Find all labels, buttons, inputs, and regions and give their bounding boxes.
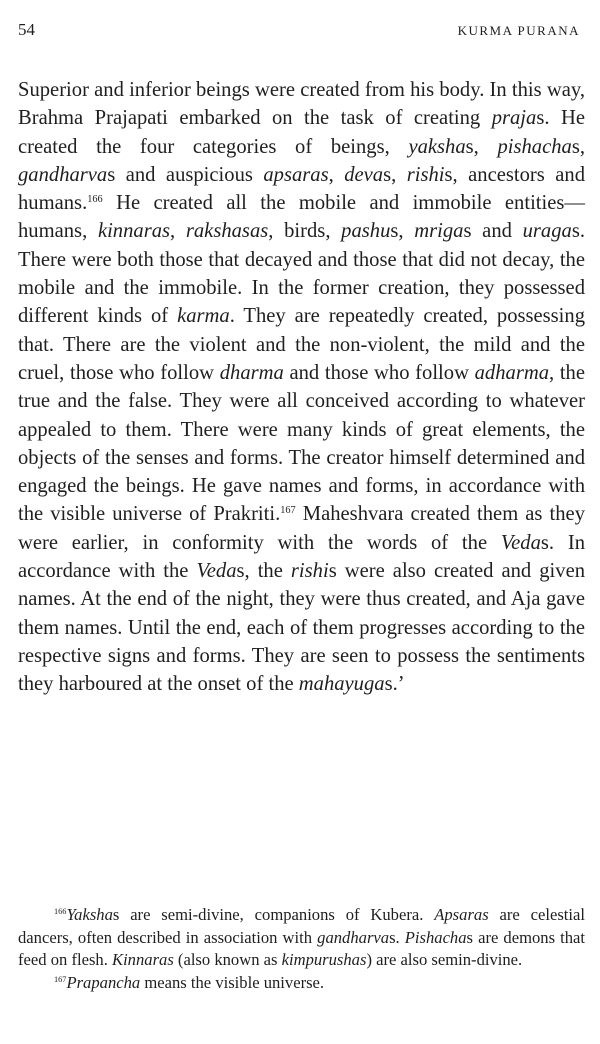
- text-run: s.: [389, 927, 405, 947]
- italic-term: adharma: [474, 361, 549, 384]
- text-run: Maheshvara created them as they were earlier, in conformity with the words of the: [18, 503, 585, 554]
- italic-term: Yaksha: [66, 905, 113, 924]
- text-run: Superior and inferior beings were created from his body. In this way, Brahma Prajapati embarked on the task of creating: [18, 79, 585, 130]
- text-run: s and auspicious: [107, 163, 264, 186]
- text-run: s are demons that feed on flesh.: [18, 927, 586, 969]
- italic-term: Kinnaras: [112, 950, 174, 969]
- text-run: s, the: [236, 560, 291, 583]
- italic-term: yaksha: [408, 135, 466, 158]
- text-run: s, ancestors and humans.: [18, 163, 585, 215]
- italic-term: Pishacha: [404, 927, 467, 947]
- page-number: 54: [18, 20, 35, 39]
- text-run: s,: [383, 163, 407, 186]
- italic-term: deva: [344, 163, 384, 186]
- text-run: s.’: [384, 673, 405, 696]
- text-run: s. He created the four categories of beings,: [18, 107, 585, 158]
- italic-term: pishacha: [497, 135, 572, 158]
- italic-term: Veda: [196, 560, 237, 583]
- italic-term: kimpurushas: [281, 950, 367, 969]
- text-run: s were also created and given names. At the end of the night, they were thus created, and Aja gave them names. Until the end, each of them progresses according to the respective signs and forms. They are seen to possess the sentiments they harboured at the onset of the: [18, 560, 586, 696]
- italic-term: rishi: [290, 560, 329, 583]
- text-run: (also known as: [173, 950, 282, 969]
- page-header: [18, 20, 580, 40]
- footnote: [18, 904, 585, 972]
- text-run: ,: [328, 163, 345, 186]
- text-run: . They are repeatedly created, possessing that. There are the violent and the non-violent, the mild and the cruel, those who follow: [18, 305, 585, 384]
- text-run: are celestial dancers, often described in association with: [18, 905, 585, 947]
- footnote: [18, 972, 585, 995]
- italic-term: Veda: [500, 531, 541, 554]
- italic-term: rakshasas: [185, 220, 269, 243]
- text-run: means the visible universe.: [140, 972, 325, 992]
- text-run: s are semi-divine, companions of Kubera.: [112, 905, 435, 924]
- text-run: s. In accordance with the: [18, 531, 586, 583]
- footnote-marker: 167: [280, 505, 296, 517]
- italic-term: mahayuga: [298, 673, 385, 696]
- text-run: s and: [463, 220, 523, 243]
- footnotes: [18, 904, 585, 994]
- italic-term: mriga: [414, 220, 464, 243]
- text-run: He created all the mobile and immobile entities—humans,: [18, 192, 585, 243]
- text-run: s. There were both those that decayed and those that did not decay, the mobile and the immobile. In the former creation, they possessed different kinds of: [18, 220, 585, 328]
- text-run: s,: [390, 220, 415, 243]
- italic-term: pashu: [341, 220, 391, 243]
- text-run: and those who follow: [283, 361, 475, 384]
- text-run: ,: [170, 220, 186, 243]
- italic-term: gandharva: [18, 163, 108, 186]
- italic-term: dharma: [219, 361, 284, 384]
- italic-term: apsaras: [263, 163, 329, 186]
- italic-term: Prapancha: [66, 972, 141, 992]
- italic-term: karma: [177, 305, 230, 328]
- text-run: , birds,: [268, 220, 342, 243]
- footnote-marker: 166: [87, 193, 103, 205]
- text-run: s,: [571, 135, 585, 158]
- running-head: KURMA PURANA: [457, 23, 580, 38]
- italic-term: rishi: [406, 163, 445, 186]
- italic-term: gandharva: [317, 927, 390, 947]
- text-run: s,: [465, 135, 498, 158]
- italic-term: Apsaras: [434, 905, 489, 924]
- italic-term: kinnaras: [97, 220, 171, 243]
- footnote-marker: 167: [54, 974, 67, 984]
- text-run: , the true and the false. They were all conceived according to whatever appealed to them. There were many kinds of great elements, the objects of the senses and forms. The creator himself determined and engaged the beings. He gave names and forms, in accordance with the visible universe of Prakriti.: [18, 361, 585, 526]
- body-paragraph: [18, 76, 585, 699]
- italic-term: uraga: [522, 220, 572, 243]
- text-run: ) are also semin-divine.: [366, 950, 523, 969]
- footnote-marker: 166: [54, 907, 67, 917]
- italic-term: praja: [491, 107, 537, 130]
